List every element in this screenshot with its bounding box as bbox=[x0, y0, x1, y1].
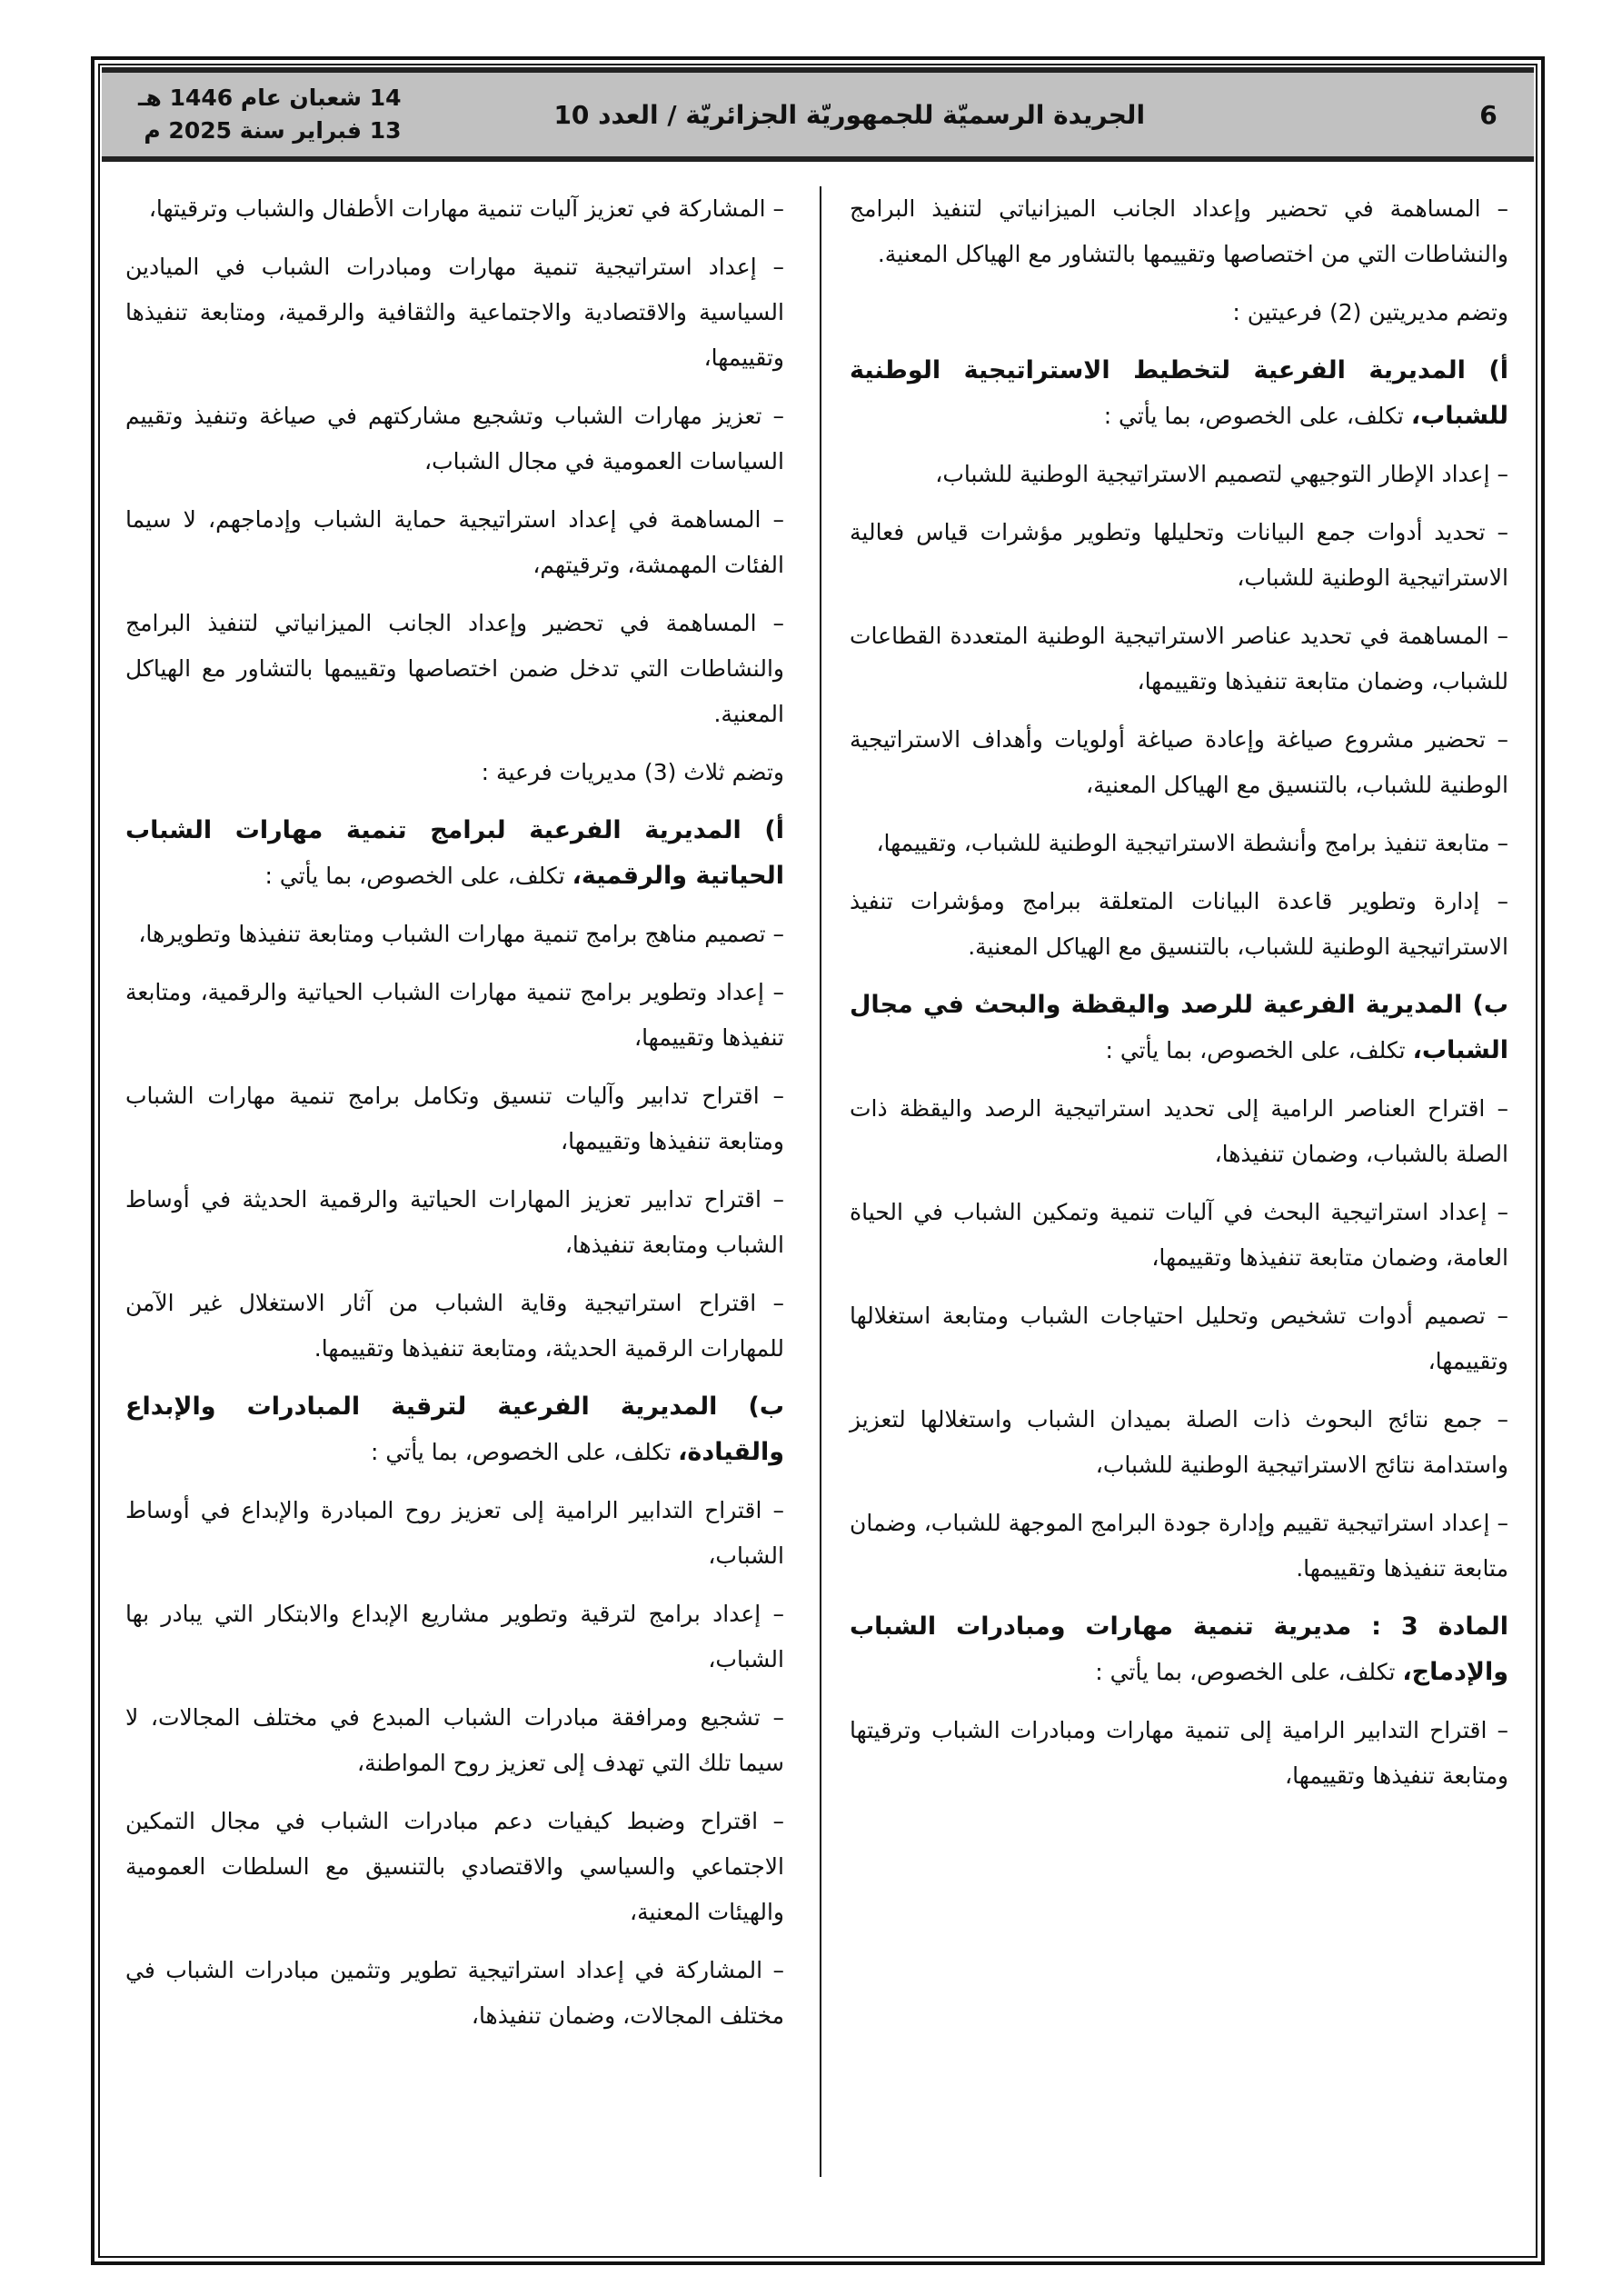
paragraph bbox=[125, 394, 784, 484]
paragraph bbox=[850, 879, 1508, 970]
paragraph-text: وتضم مديريتين (2) فرعيتين : bbox=[1232, 299, 1508, 325]
paragraph bbox=[850, 1501, 1508, 1592]
paragraph-text: – إعداد استراتيجية تقييم وإدارة جودة البرامج الموجهة للشباب، وضمان متابعة تنفيذها وتقييمها. bbox=[850, 1510, 1508, 1582]
paragraph bbox=[850, 1397, 1508, 1488]
right-column bbox=[850, 186, 1508, 1812]
paragraph-text: – المشاركة في تعزيز آليات تنمية مهارات الأطفال والشباب وترقيتها، bbox=[148, 195, 784, 222]
section-heading: ب) المديرية الفرعية للرصد واليقظة والبحث في مجال الشباب، bbox=[850, 991, 1508, 1064]
section-heading-paragraph bbox=[125, 1384, 784, 1475]
paragraph bbox=[850, 614, 1508, 704]
paragraph-text: – المساهمة في تحضير وإعداد الجانب الميزانياتي لتنفيذ البرامج والنشاطات التي تدخل ضمن اختصاصها وتقييمها بالتشاور مع الهياكل المعنية. bbox=[125, 610, 784, 727]
paragraph bbox=[125, 1281, 784, 1372]
section-heading: أ) المديرية الفرعية لبرامج تنمية مهارات الشباب الحياتية والرقمية، bbox=[125, 816, 784, 890]
paragraph bbox=[850, 290, 1508, 335]
paragraph-text: – جمع نتائج البحوث ذات الصلة بميدان الشباب واستغلالها لتعزيز واستدامة نتائج الاستراتيجية الوطنية للشباب، bbox=[850, 1406, 1508, 1478]
paragraph bbox=[850, 186, 1508, 277]
paragraph bbox=[125, 186, 784, 232]
paragraph-text: – المساهمة في تحديد عناصر الاستراتيجية الوطنية المتعددة القطاعات للشباب، وضمان متابعة تنفيذها وتقييمها، bbox=[850, 623, 1508, 694]
paragraph bbox=[125, 750, 784, 795]
paragraph bbox=[125, 970, 784, 1061]
paragraph bbox=[125, 1488, 784, 1579]
paragraph bbox=[125, 912, 784, 957]
date-hijri: 14 شعبان عام 1446 هـ bbox=[138, 85, 402, 111]
paragraph bbox=[125, 1073, 784, 1164]
section-heading: ب) المديرية الفرعية لترقية المبادرات والإبداع والقيادة، bbox=[125, 1393, 784, 1466]
paragraph-text: – المساهمة في إعداد استراتيجية حماية الشباب وإدماجهم، لا سيما الفئات المهمشة، وترقيتهم، bbox=[125, 506, 784, 578]
paragraph-text: – المشاركة في إعداد استراتيجية تطوير وتثمين مبادرات الشباب في مختلف المجالات، وضمان تنفيذها، bbox=[125, 1957, 784, 2029]
paragraph bbox=[850, 821, 1508, 866]
paragraph bbox=[125, 245, 784, 381]
paragraph-text: تكلف، على الخصوص، بما يأتي : bbox=[1095, 1659, 1403, 1685]
paragraph-text: – تحديد أدوات جمع البيانات وتحليلها وتطوير مؤشرات قياس فعالية الاستراتيجية الوطنية للشباب، bbox=[850, 519, 1508, 591]
section-heading-paragraph bbox=[850, 348, 1508, 439]
paragraph-text: – إدارة وتطوير قاعدة البيانات المتعلقة ببرامج ومؤشرات تنفيذ الاستراتيجية الوطنية للشباب، بالتنسيق مع الهياكل المعنية. bbox=[850, 888, 1508, 960]
paragraph bbox=[125, 1592, 784, 1682]
paragraph bbox=[125, 497, 784, 588]
paragraph-text: – اقتراح العناصر الرامية إلى تحديد استراتيجية الرصد واليقظة ذات الصلة بالشباب، وضمان تنفيذها، bbox=[850, 1095, 1508, 1167]
paragraph bbox=[850, 1086, 1508, 1177]
paragraph-text: تكلف، على الخصوص، بما يأتي : bbox=[264, 863, 572, 889]
paragraph-text: وتضم ثلاث (3) مديريات فرعية : bbox=[481, 759, 784, 785]
date-gregorian: 13 فبراير سنة 2025 م bbox=[144, 117, 402, 144]
paragraph bbox=[125, 1799, 784, 1935]
paragraph-text: – اقتراح التدابير الرامية إلى تنمية مهارات ومبادرات الشباب وترقيتها ومتابعة تنفيذها وتقييمها، bbox=[850, 1717, 1508, 1789]
paragraph bbox=[850, 510, 1508, 601]
issue-date bbox=[138, 82, 402, 147]
paragraph-text: – اقتراح استراتيجية وقاية الشباب من آثار الاستغلال غير الآمن للمهارات الرقمية الحديثة، ومتابعة تنفيذها وتقييمها. bbox=[125, 1290, 784, 1362]
paragraph-text: تكلف، على الخصوص، بما يأتي : bbox=[1105, 1037, 1413, 1063]
paragraph bbox=[125, 1177, 784, 1268]
paragraph-text: تكلف، على الخصوص، بما يأتي : bbox=[1103, 403, 1411, 429]
section-heading: أ) المديرية الفرعية لتخطيط الاستراتيجية الوطنية للشباب، bbox=[850, 356, 1508, 430]
page-number: 6 bbox=[1479, 99, 1498, 130]
paragraph-text: تكلف، على الخصوص، بما يأتي : bbox=[371, 1439, 679, 1465]
section-heading-paragraph bbox=[850, 983, 1508, 1073]
paragraph bbox=[850, 717, 1508, 808]
paragraph-text: – تصميم أدوات تشخيص وتحليل احتياجات الشباب ومتابعة استغلالها وتقييمها، bbox=[850, 1303, 1508, 1374]
column-divider bbox=[820, 186, 821, 2177]
paragraph-text: – اقتراح تدابير تعزيز المهارات الحياتية والرقمية الحديثة في أوساط الشباب ومتابعة تنفيذها، bbox=[125, 1186, 784, 1258]
paragraph-text: – المساهمة في تحضير وإعداد الجانب الميزانياتي لتنفيذ البرامج والنشاطات التي من اختصاصها وتقييمها بالتشاور مع الهياكل المعنية. bbox=[850, 195, 1508, 267]
paragraph-text: – إعداد استراتيجية تنمية مهارات ومبادرات الشباب في الميادين السياسية والاقتصادية والاجتماعية والثقافية والرقمية، ومتابعة تنفيذها وتقييمها، bbox=[125, 254, 784, 371]
paragraph-text: – إعداد وتطوير برامج تنمية مهارات الشباب الحياتية والرقمية، ومتابعة تنفيذها وتقييمها، bbox=[125, 979, 784, 1051]
paragraph bbox=[850, 1190, 1508, 1281]
paragraph-text: – إعداد الإطار التوجيهي لتصميم الاستراتيجية الوطنية للشباب، bbox=[935, 461, 1508, 487]
paragraph-text: – تصميم مناهج برامج تنمية مهارات الشباب ومتابعة تنفيذها وتطويرها، bbox=[138, 921, 784, 947]
section-heading-paragraph bbox=[850, 1604, 1508, 1695]
section-heading: المادة 3 : مديرية تنمية مهارات ومبادرات الشباب والإدماج، bbox=[850, 1612, 1509, 1686]
paragraph-text: – تعزيز مهارات الشباب وتشجيع مشاركتهم في صياغة وتنفيذ وتقييم السياسات العمومية في مجال الشباب، bbox=[125, 403, 784, 474]
paragraph-text: – اقتراح التدابير الرامية إلى تعزيز روح المبادرة والإبداع في أوساط الشباب، bbox=[125, 1497, 784, 1569]
left-column bbox=[125, 186, 784, 2051]
paragraph bbox=[125, 1695, 784, 1786]
paragraph bbox=[850, 452, 1508, 497]
paragraph-text: – إعداد برامج لترقية وتطوير مشاريع الإبداع والابتكار التي يبادر بها الشباب، bbox=[125, 1601, 784, 1672]
paragraph-text: – متابعة تنفيذ برامج وأنشطة الاستراتيجية الوطنية للشباب، وتقييمها، bbox=[876, 830, 1508, 856]
paragraph bbox=[125, 1948, 784, 2039]
gazette-title: الجريدة الرسميّة للجمهوريّة الجزائريّة / العدد 10 bbox=[553, 99, 1146, 130]
paragraph-text: – اقتراح تدابير وآليات تنسيق وتكامل برامج تنمية مهارات الشباب ومتابعة تنفيذها وتقييمها، bbox=[125, 1083, 784, 1154]
paragraph-text: – تشجيع ومرافقة مبادرات الشباب المبدع في مختلف المجالات، لا سيما تلك التي تهدف إلى تعزيز روح المواطنة، bbox=[125, 1704, 784, 1776]
section-heading-paragraph bbox=[125, 808, 784, 899]
paragraph bbox=[125, 601, 784, 737]
paragraph bbox=[850, 1293, 1508, 1384]
page-header bbox=[102, 67, 1534, 162]
paragraph bbox=[850, 1708, 1508, 1799]
paragraph-text: – اقتراح وضبط كيفيات دعم مبادرات الشباب في مجال التمكين الاجتماعي والسياسي والاقتصادي بالتنسيق مع السلطات العمومية والهيئات المعنية، bbox=[125, 1808, 784, 1925]
paragraph-text: – تحضير مشروع صياغة وإعادة صياغة أولويات وأهداف الاستراتيجية الوطنية للشباب، بالتنسيق مع الهياكل المعنية، bbox=[850, 726, 1508, 798]
paragraph-text: – إعداد استراتيجية البحث في آليات تنمية وتمكين الشباب في الحياة العامة، وضمان متابعة تنفيذها وتقييمها، bbox=[850, 1199, 1508, 1271]
